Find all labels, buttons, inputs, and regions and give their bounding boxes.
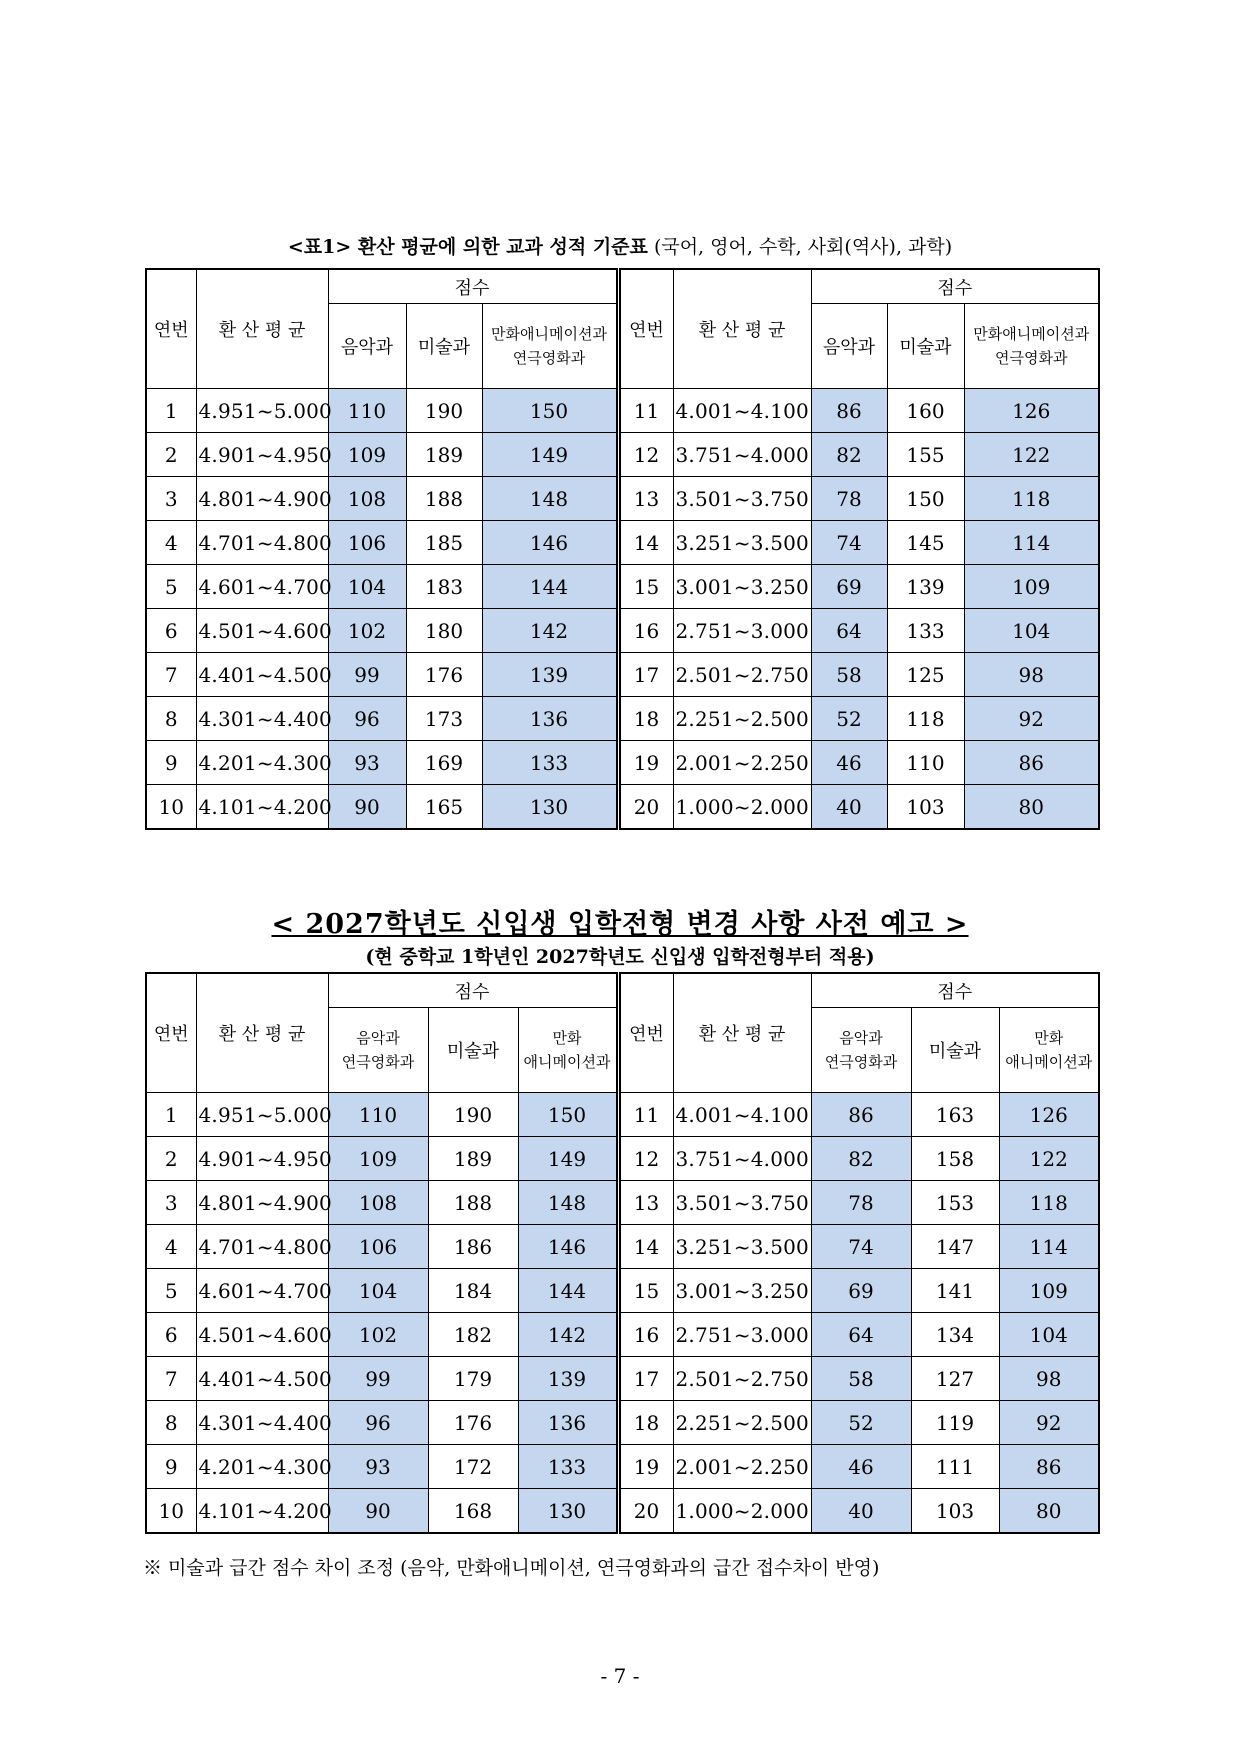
table-row: [146, 1401, 1099, 1445]
score-col1: 106: [328, 1225, 428, 1269]
score-col1: 99: [328, 653, 406, 697]
score-col2: 180: [406, 609, 482, 653]
row-range: 3.501~3.750: [673, 1181, 811, 1225]
score-col3: 80: [964, 785, 1099, 830]
header-music-film: [811, 1008, 911, 1093]
row-range: 4.401~4.500: [196, 1357, 328, 1401]
score-col3: 109: [999, 1269, 1099, 1313]
row-range: 3.751~4.000: [673, 1137, 811, 1181]
score-col1: 109: [328, 1137, 428, 1181]
notice-subtitle: (현 중학교 1학년인 2027학년도 신입생 입학전형부터 적용): [365, 946, 875, 968]
row-range: 4.301~4.400: [196, 1401, 328, 1445]
score-col3: 148: [518, 1181, 618, 1225]
table-row: [146, 609, 1099, 653]
row-range: 3.501~3.750: [673, 477, 811, 521]
score-col3: 109: [964, 565, 1099, 609]
table-row: [146, 1093, 1099, 1137]
score-col2: 141: [911, 1269, 999, 1313]
header-avg: 환 산 평 균: [196, 973, 328, 1093]
row-range: 2.001~2.250: [673, 741, 811, 785]
row-no: 7: [146, 1357, 196, 1401]
row-no: 8: [146, 697, 196, 741]
row-range: 2.251~2.500: [673, 1401, 811, 1445]
row-range: 3.251~3.500: [673, 1225, 811, 1269]
score-col2: 173: [406, 697, 482, 741]
header-animation-film: [482, 304, 618, 389]
score-col1: 96: [328, 1401, 428, 1445]
score-col3: 139: [482, 653, 618, 697]
header-score: 점수: [811, 973, 1099, 1008]
score-col3: 144: [482, 565, 618, 609]
score-col3: 150: [482, 389, 618, 433]
row-range: 4.901~4.950: [196, 1137, 328, 1181]
score-col2: 158: [911, 1137, 999, 1181]
table-row: [146, 565, 1099, 609]
row-no: 6: [146, 1313, 196, 1357]
row-no: 15: [618, 1269, 673, 1313]
score-col3: 92: [964, 697, 1099, 741]
row-no: 6: [146, 609, 196, 653]
score-col2: 133: [887, 609, 964, 653]
header-animation-label: 애니메이션과: [523, 1053, 611, 1071]
score-col1: 78: [811, 477, 887, 521]
score-col2: 188: [406, 477, 482, 521]
score-col1: 108: [328, 477, 406, 521]
score-col1: 109: [328, 433, 406, 477]
header-music-label: 음악과: [356, 1029, 400, 1047]
score-col2: 127: [911, 1357, 999, 1401]
header-animation-film: [964, 304, 1099, 389]
score-col2: 190: [406, 389, 482, 433]
row-no: 2: [146, 1137, 196, 1181]
score-col3: 98: [964, 653, 1099, 697]
row-no: 11: [618, 1093, 673, 1137]
score-col1: 104: [328, 565, 406, 609]
row-no: 9: [146, 741, 196, 785]
row-range: 4.501~4.600: [196, 1313, 328, 1357]
table-row: [146, 1357, 1099, 1401]
row-no: 10: [146, 785, 196, 830]
score-col2: 145: [887, 521, 964, 565]
row-range: 4.701~4.800: [196, 521, 328, 565]
table-row: [146, 741, 1099, 785]
score-col2: 163: [911, 1093, 999, 1137]
row-range: 4.401~4.500: [196, 653, 328, 697]
footnote: ※ 미술과 급간 점수 차이 조정 (음악, 만화애니메이션, 연극영화과의 급간 접수차이 반영): [143, 1557, 880, 1579]
row-range: 4.001~4.100: [673, 1093, 811, 1137]
score-col1: 102: [328, 1313, 428, 1357]
row-no: 17: [618, 1357, 673, 1401]
row-no: 1: [146, 1093, 196, 1137]
score-col3: 122: [999, 1137, 1099, 1181]
header-film-label: 연극영화과: [824, 1053, 898, 1071]
score-col3: 133: [482, 741, 618, 785]
row-no: 4: [146, 1225, 196, 1269]
row-no: 16: [618, 1313, 673, 1357]
score-col3: 150: [518, 1093, 618, 1137]
table1-caption-subjects: (국어, 영어, 수학, 사회(역사), 과학): [653, 236, 953, 258]
score-col1: 93: [328, 741, 406, 785]
table-row: [146, 1225, 1099, 1269]
grade-table-2: [145, 972, 1100, 1534]
score-col1: 96: [328, 697, 406, 741]
table-row: [146, 521, 1099, 565]
score-col1: 82: [811, 1137, 911, 1181]
row-no: 17: [618, 653, 673, 697]
score-col3: 92: [999, 1401, 1099, 1445]
row-no: 4: [146, 521, 196, 565]
row-no: 5: [146, 1269, 196, 1313]
score-col1: 110: [328, 389, 406, 433]
score-col3: 118: [999, 1181, 1099, 1225]
header-art: 미술과: [428, 1008, 518, 1093]
score-col1: 78: [811, 1181, 911, 1225]
row-no: 8: [146, 1401, 196, 1445]
row-no: 7: [146, 653, 196, 697]
header-no: 연번: [146, 269, 196, 389]
row-range: 2.251~2.500: [673, 697, 811, 741]
score-col2: 189: [406, 433, 482, 477]
score-col2: 111: [911, 1445, 999, 1489]
row-no: 19: [618, 741, 673, 785]
row-range: 4.951~5.000: [196, 1093, 328, 1137]
score-col1: 104: [328, 1269, 428, 1313]
score-col3: 146: [482, 521, 618, 565]
score-col1: 90: [328, 785, 406, 830]
header-avg: 환 산 평 균: [196, 269, 328, 389]
score-col2: 155: [887, 433, 964, 477]
score-col1: 86: [811, 389, 887, 433]
row-no: 18: [618, 697, 673, 741]
row-no: 14: [618, 1225, 673, 1269]
score-col3: 130: [518, 1489, 618, 1534]
score-col2: 176: [406, 653, 482, 697]
header-avg: 환 산 평 균: [673, 973, 811, 1093]
score-col2: 150: [887, 477, 964, 521]
header-music-film: [328, 1008, 428, 1093]
score-col2: 168: [428, 1489, 518, 1534]
table-row: [146, 1445, 1099, 1489]
score-col3: 126: [999, 1093, 1099, 1137]
row-range: 2.501~2.750: [673, 653, 811, 697]
score-col3: 86: [999, 1445, 1099, 1489]
row-no: 1: [146, 389, 196, 433]
score-col3: 114: [964, 521, 1099, 565]
score-col3: 142: [482, 609, 618, 653]
score-col2: 183: [406, 565, 482, 609]
row-range: 4.901~4.950: [196, 433, 328, 477]
score-col2: 189: [428, 1137, 518, 1181]
row-range: 4.801~4.900: [196, 1181, 328, 1225]
header-animation: [999, 1008, 1099, 1093]
score-col2: 172: [428, 1445, 518, 1489]
header-avg: 환 산 평 균: [673, 269, 811, 389]
row-range: 3.751~4.000: [673, 433, 811, 477]
score-col1: 106: [328, 521, 406, 565]
header-art: 미술과: [887, 304, 964, 389]
table-row: [146, 653, 1099, 697]
score-col3: 98: [999, 1357, 1099, 1401]
row-range: 2.501~2.750: [673, 1357, 811, 1401]
score-col3: 104: [999, 1313, 1099, 1357]
row-no: 12: [618, 433, 673, 477]
header-animation-label: 만화애니메이션과: [491, 325, 607, 343]
row-range: 4.201~4.300: [196, 741, 328, 785]
row-no: 20: [618, 785, 673, 830]
score-col2: 103: [911, 1489, 999, 1534]
row-no: 9: [146, 1445, 196, 1489]
score-col1: 102: [328, 609, 406, 653]
score-col1: 46: [811, 1445, 911, 1489]
row-range: 4.101~4.200: [196, 1489, 328, 1534]
row-range: 4.701~4.800: [196, 1225, 328, 1269]
header-music: 음악과: [811, 304, 887, 389]
score-col2: 103: [887, 785, 964, 830]
row-range: 2.751~3.000: [673, 1313, 811, 1357]
score-col2: 134: [911, 1313, 999, 1357]
row-no: 10: [146, 1489, 196, 1534]
row-no: 20: [618, 1489, 673, 1534]
table-row: [146, 1181, 1099, 1225]
score-col2: 160: [887, 389, 964, 433]
row-range: 2.001~2.250: [673, 1445, 811, 1489]
score-col3: 122: [964, 433, 1099, 477]
header-score: 점수: [328, 269, 618, 304]
row-no: 11: [618, 389, 673, 433]
score-col3: 139: [518, 1357, 618, 1401]
row-no: 13: [618, 1181, 673, 1225]
score-col2: 179: [428, 1357, 518, 1401]
score-col1: 90: [328, 1489, 428, 1534]
score-col1: 64: [811, 609, 887, 653]
score-col2: 184: [428, 1269, 518, 1313]
table1-caption-title: <표1> 환산 평균에 의한 교과 성적 기준표: [287, 236, 648, 258]
row-range: 1.000~2.000: [673, 785, 811, 830]
score-col3: 136: [482, 697, 618, 741]
header-manhwa-label: 만화: [1034, 1029, 1064, 1047]
header-score: 점수: [811, 269, 1099, 304]
score-col1: 74: [811, 1225, 911, 1269]
score-col3: 149: [482, 433, 618, 477]
row-range: 4.201~4.300: [196, 1445, 328, 1489]
row-range: 4.951~5.000: [196, 389, 328, 433]
table-row: [146, 697, 1099, 741]
score-col2: 185: [406, 521, 482, 565]
header-animation-label: 만화애니메이션과: [973, 325, 1090, 343]
score-col1: 40: [811, 1489, 911, 1534]
score-col2: 165: [406, 785, 482, 830]
score-col3: 126: [964, 389, 1099, 433]
score-col1: 74: [811, 521, 887, 565]
table-row: [146, 477, 1099, 521]
table-row: [146, 1137, 1099, 1181]
row-range: 4.601~4.700: [196, 1269, 328, 1313]
score-col1: 52: [811, 1401, 911, 1445]
score-col2: 190: [428, 1093, 518, 1137]
row-range: 2.751~3.000: [673, 609, 811, 653]
row-range: 4.601~4.700: [196, 565, 328, 609]
score-col3: 148: [482, 477, 618, 521]
row-range: 4.101~4.200: [196, 785, 328, 830]
table-row: [146, 1489, 1099, 1534]
notice-title: < 2027학년도 신입생 입학전형 변경 사항 사전 예고 >: [271, 909, 969, 940]
score-col2: 169: [406, 741, 482, 785]
score-col1: 99: [328, 1357, 428, 1401]
score-col2: 139: [887, 565, 964, 609]
row-no: 15: [618, 565, 673, 609]
header-film-label: 연극영화과: [341, 1053, 415, 1071]
score-col2: 125: [887, 653, 964, 697]
score-col3: 130: [482, 785, 618, 830]
header-animation-label: 애니메이션과: [1005, 1053, 1093, 1071]
score-col1: 86: [811, 1093, 911, 1137]
score-col3: 144: [518, 1269, 618, 1313]
score-col1: 58: [811, 1357, 911, 1401]
score-col3: 133: [518, 1445, 618, 1489]
score-col2: 118: [887, 697, 964, 741]
row-no: 18: [618, 1401, 673, 1445]
row-no: 5: [146, 565, 196, 609]
score-col2: 182: [428, 1313, 518, 1357]
row-range: 3.251~3.500: [673, 521, 811, 565]
table-row: [146, 785, 1099, 830]
table1-caption: [145, 232, 1095, 259]
row-range: 4.001~4.100: [673, 389, 811, 433]
header-music-label: 음악과: [839, 1029, 883, 1047]
score-col1: 108: [328, 1181, 428, 1225]
table-row: [146, 389, 1099, 433]
row-range: 1.000~2.000: [673, 1489, 811, 1534]
row-range: 3.001~3.250: [673, 1269, 811, 1313]
row-range: 4.501~4.600: [196, 609, 328, 653]
score-col3: 149: [518, 1137, 618, 1181]
score-col1: 69: [811, 1269, 911, 1313]
score-col2: 153: [911, 1181, 999, 1225]
score-col3: 86: [964, 741, 1099, 785]
score-col2: 176: [428, 1401, 518, 1445]
row-no: 2: [146, 433, 196, 477]
score-col2: 119: [911, 1401, 999, 1445]
score-col1: 110: [328, 1093, 428, 1137]
header-art: 미술과: [911, 1008, 999, 1093]
row-no: 14: [618, 521, 673, 565]
score-col2: 186: [428, 1225, 518, 1269]
header-film-label: 연극영화과: [995, 349, 1068, 367]
score-col1: 64: [811, 1313, 911, 1357]
table-row: [146, 1313, 1099, 1357]
score-col1: 52: [811, 697, 887, 741]
row-no: 12: [618, 1137, 673, 1181]
header-no: 연번: [146, 973, 196, 1093]
row-no: 3: [146, 1181, 196, 1225]
header-animation: [518, 1008, 618, 1093]
header-no: 연번: [618, 269, 673, 389]
score-col3: 118: [964, 477, 1099, 521]
header-no: 연번: [618, 973, 673, 1093]
table-row: [146, 433, 1099, 477]
grade-table-1: [145, 268, 1100, 830]
score-col1: 82: [811, 433, 887, 477]
score-col2: 110: [887, 741, 964, 785]
score-col1: 58: [811, 653, 887, 697]
header-film-label: 연극영화과: [512, 349, 586, 367]
header-music: 음악과: [328, 304, 406, 389]
page-number: - 7 -: [600, 1664, 640, 1688]
score-col3: 142: [518, 1313, 618, 1357]
score-col3: 136: [518, 1401, 618, 1445]
score-col3: 80: [999, 1489, 1099, 1534]
score-col1: 46: [811, 741, 887, 785]
row-no: 3: [146, 477, 196, 521]
score-col2: 147: [911, 1225, 999, 1269]
score-col1: 40: [811, 785, 887, 830]
score-col2: 188: [428, 1181, 518, 1225]
score-col3: 114: [999, 1225, 1099, 1269]
header-manhwa-label: 만화: [552, 1029, 582, 1047]
row-range: 4.801~4.900: [196, 477, 328, 521]
header-score: 점수: [328, 973, 618, 1008]
score-col1: 69: [811, 565, 887, 609]
score-col3: 104: [964, 609, 1099, 653]
row-no: 16: [618, 609, 673, 653]
row-range: 4.301~4.400: [196, 697, 328, 741]
row-no: 19: [618, 1445, 673, 1489]
row-range: 3.001~3.250: [673, 565, 811, 609]
header-art: 미술과: [406, 304, 482, 389]
score-col3: 146: [518, 1225, 618, 1269]
score-col1: 93: [328, 1445, 428, 1489]
row-no: 13: [618, 477, 673, 521]
table-row: [146, 1269, 1099, 1313]
